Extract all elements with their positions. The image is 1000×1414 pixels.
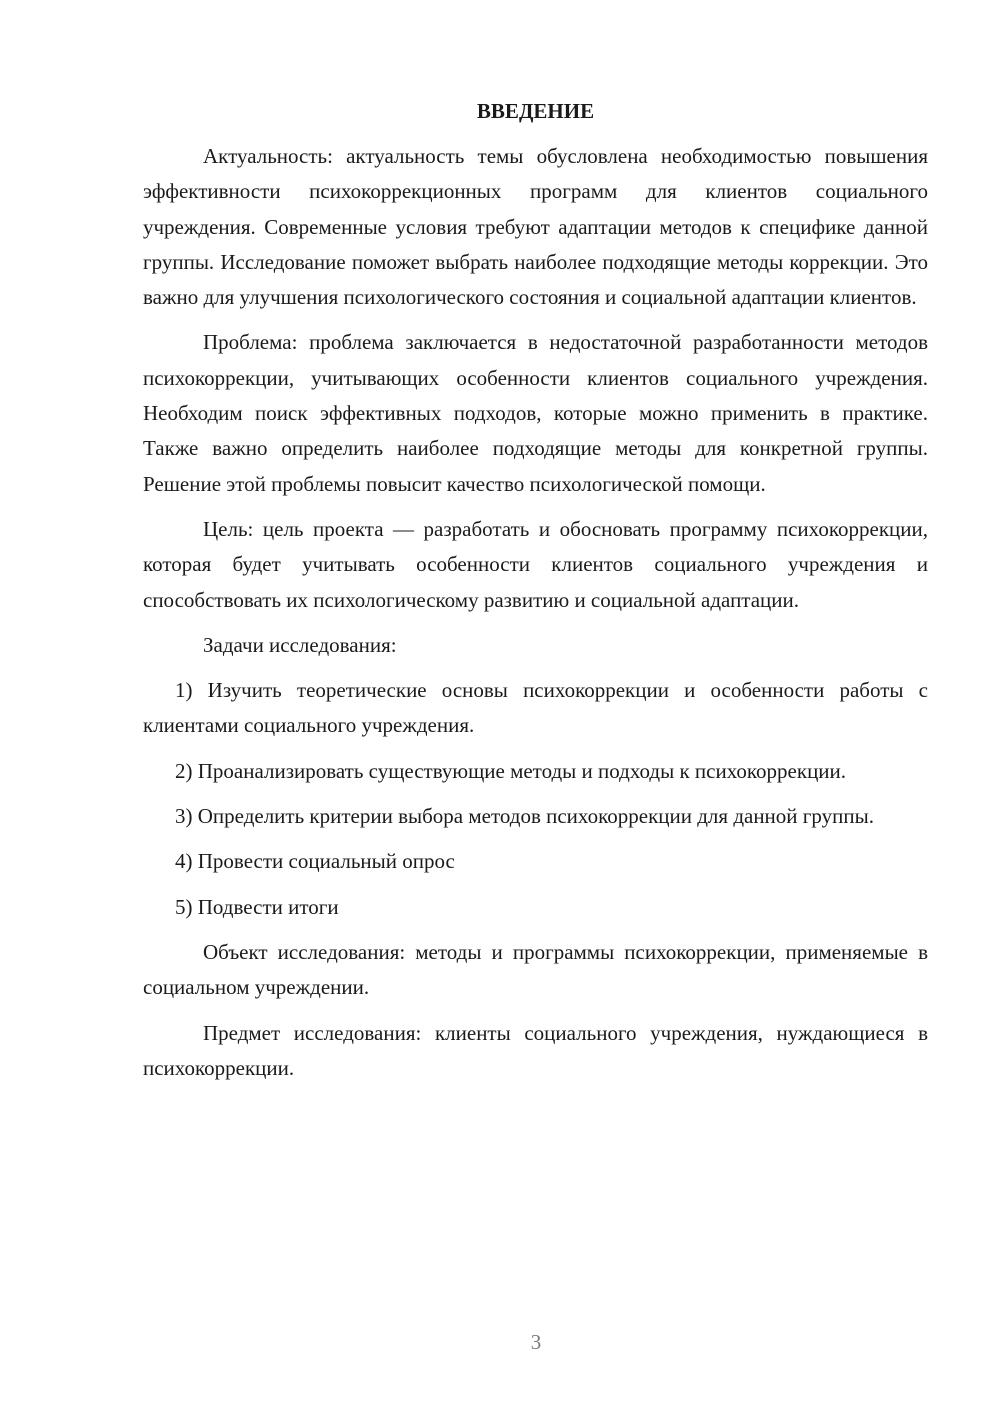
page-content [143, 94, 928, 1096]
tasks-heading: Задачи исследования: [203, 632, 397, 657]
paragraph-goal: Цель: цель проекта — разработать и обосновать программу психокоррекции, которая будет учитывать особенности клиентов социального учреждения и способствовать их психологическому развитию и социальной адаптации. [143, 516, 928, 612]
task-list-item: 5) Подвести итоги [175, 894, 339, 919]
task-list-item: 1) Изучить теоретические основы психокоррекции и особенности работы с клиентами социального учреждения. [143, 678, 928, 738]
task-list-item: 2) Проанализировать существующие методы и подходы к психокоррекции. [175, 758, 847, 783]
page-number: 3 [530, 1330, 542, 1354]
paragraph-relevance: Актуальность: актуальность темы обусловлена необходимостью повышения эффективности психокоррекционных программ для клиентов социального учреждения. Современные условия требуют адаптации методов к специфике данной группы. Исследование поможет выбрать наиболее подходящие методы коррекции. Это важно для улучшения психологического состояния и социальной адаптации клиентов. [143, 144, 928, 310]
paragraph-object: Объект исследования: методы и программы психокоррекции, применяемые в социальном учреждении. [143, 939, 928, 1000]
task-list-item: 3) Определить критерии выбора методов психокоррекции для данной группы. [175, 804, 874, 829]
paragraph-problem: Проблема: проблема заключается в недостаточной разработанности методов психокоррекции, учитывающих особенности клиентов социального учреждения. Необходим поиск эффективных подходов, которые можно применить в практике. Также важно определить наиболее подходящие методы для конкретной группы. Решение этой проблемы повысит качество психологической помощи. [143, 330, 928, 496]
task-list-item: 4) Провести социальный опрос [175, 849, 455, 874]
page-title: ВВЕДЕНИЕ [476, 99, 595, 123]
paragraph-subject: Предмет исследования: клиенты социального учреждения, нуждающиеся в психокоррекции. [143, 1020, 928, 1080]
